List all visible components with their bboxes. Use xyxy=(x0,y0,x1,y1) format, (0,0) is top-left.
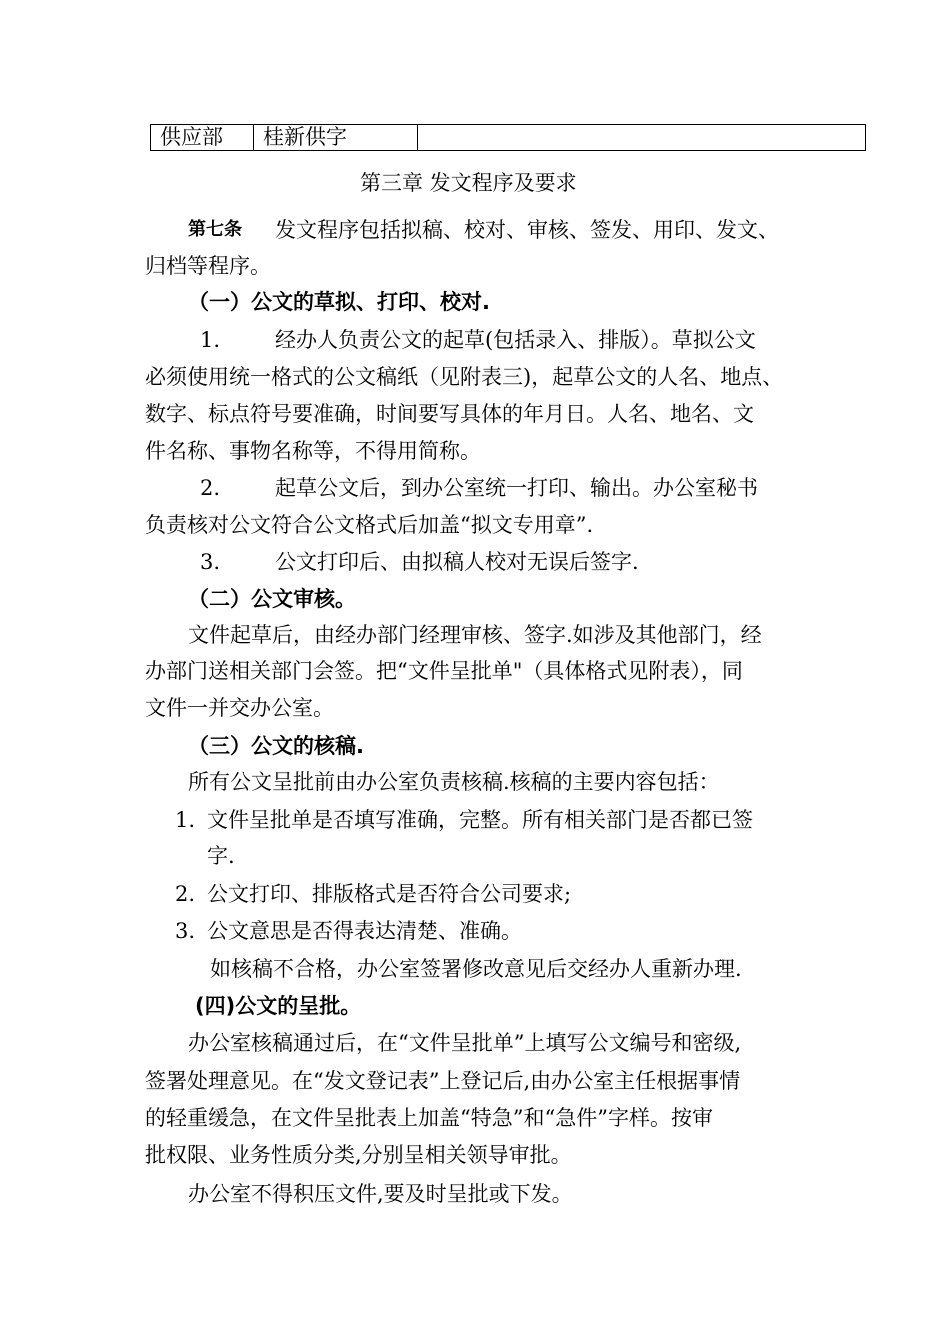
paragraph-line: 的轻重缓急，在文件呈批表上加盖“特急”和“急件”字样。按审 xyxy=(145,1106,713,1130)
paragraph-line: 文件一并交办公室。 xyxy=(145,696,334,720)
section-heading: （三）公文的核稿. xyxy=(188,734,364,758)
table-cell-prefix: 桂新供字 xyxy=(254,125,418,151)
article-text-line: 归档等程序。 xyxy=(145,254,271,278)
article-label: 第七条 xyxy=(188,219,242,240)
list-item-number: 3. xyxy=(175,919,196,943)
list-item: 公文意思是否得表达清楚、准确。 xyxy=(207,919,522,943)
paragraph-line: 办部门送相关部门会签。把“文件呈批单"（具体格式见附表），同 xyxy=(145,659,743,683)
paragraph-line: 公文打印后、由拟稿人校对无误后签字. xyxy=(275,550,639,574)
section-heading: (四)公文的呈批。 xyxy=(195,994,362,1018)
item-number: 1. xyxy=(200,328,221,352)
list-item: 字. xyxy=(207,844,235,868)
item-number: 2. xyxy=(200,476,221,500)
paragraph-line: 起草公文后，到办公室统一打印、输出。办公室秘书 xyxy=(275,476,758,500)
table-cell-blank xyxy=(418,125,866,151)
paragraph-line: 负责核对公文符合公文格式后加盖“拟文专用章”. xyxy=(145,513,594,537)
table-cell-department: 供应部 xyxy=(151,125,254,151)
paragraph-line: 数字、标点符号要准确，时间要写具体的年月日。人名、地名、文 xyxy=(145,402,754,426)
section-heading: （一）公文的草拟、打印、校对. xyxy=(188,290,490,314)
chapter-title: 第三章 发文程序及要求 xyxy=(360,171,577,195)
paragraph-line: 签署处理意见。在“发文登记表”上登记后,由办公室主任根据事情 xyxy=(145,1069,741,1093)
list-item-number: 2. xyxy=(175,882,196,906)
item-number: 3. xyxy=(200,550,221,574)
paragraph-line: 文件起草后，由经办部门经理审核、签字.如涉及其他部门，经 xyxy=(188,623,762,647)
paragraph-line: 办公室核稿通过后，在“文件呈批单”上填写公文编号和密级, xyxy=(188,1031,742,1055)
table-row xyxy=(151,125,866,151)
list-item: 文件呈批单是否填写准确，完整。所有相关部门是否都已签 xyxy=(207,808,753,832)
paragraph-line: 办公室不得积压文件,要及时呈批或下发。 xyxy=(188,1182,573,1206)
department-table xyxy=(150,124,866,151)
paragraph-line: 所有公文呈批前由办公室负责核稿.核稿的主要内容包括： xyxy=(188,770,720,794)
paragraph-line: 批权限、业务性质分类,分别呈相关领导审批。 xyxy=(145,1143,572,1167)
list-item-number: 1. xyxy=(175,808,196,832)
article-text-line: 发文程序包括拟稿、校对、审核、签发、用印、发文、 xyxy=(275,218,779,242)
paragraph-line: 件名称、事物名称等，不得用简称。 xyxy=(145,439,481,463)
list-item: 公文打印、排版格式是否符合公司要求; xyxy=(207,882,572,906)
paragraph-line: 必须使用统一格式的公文稿纸（见附表三)，起草公文的人名、地点、 xyxy=(145,365,784,389)
paragraph-line: 经办人负责公文的起草(包括录入、排版）。草拟公文 xyxy=(275,328,756,352)
section-heading: （二）公文审核。 xyxy=(188,587,356,611)
paragraph-line: 如核稿不合格，办公室签署修改意见后交经办人重新办理. xyxy=(210,957,742,981)
